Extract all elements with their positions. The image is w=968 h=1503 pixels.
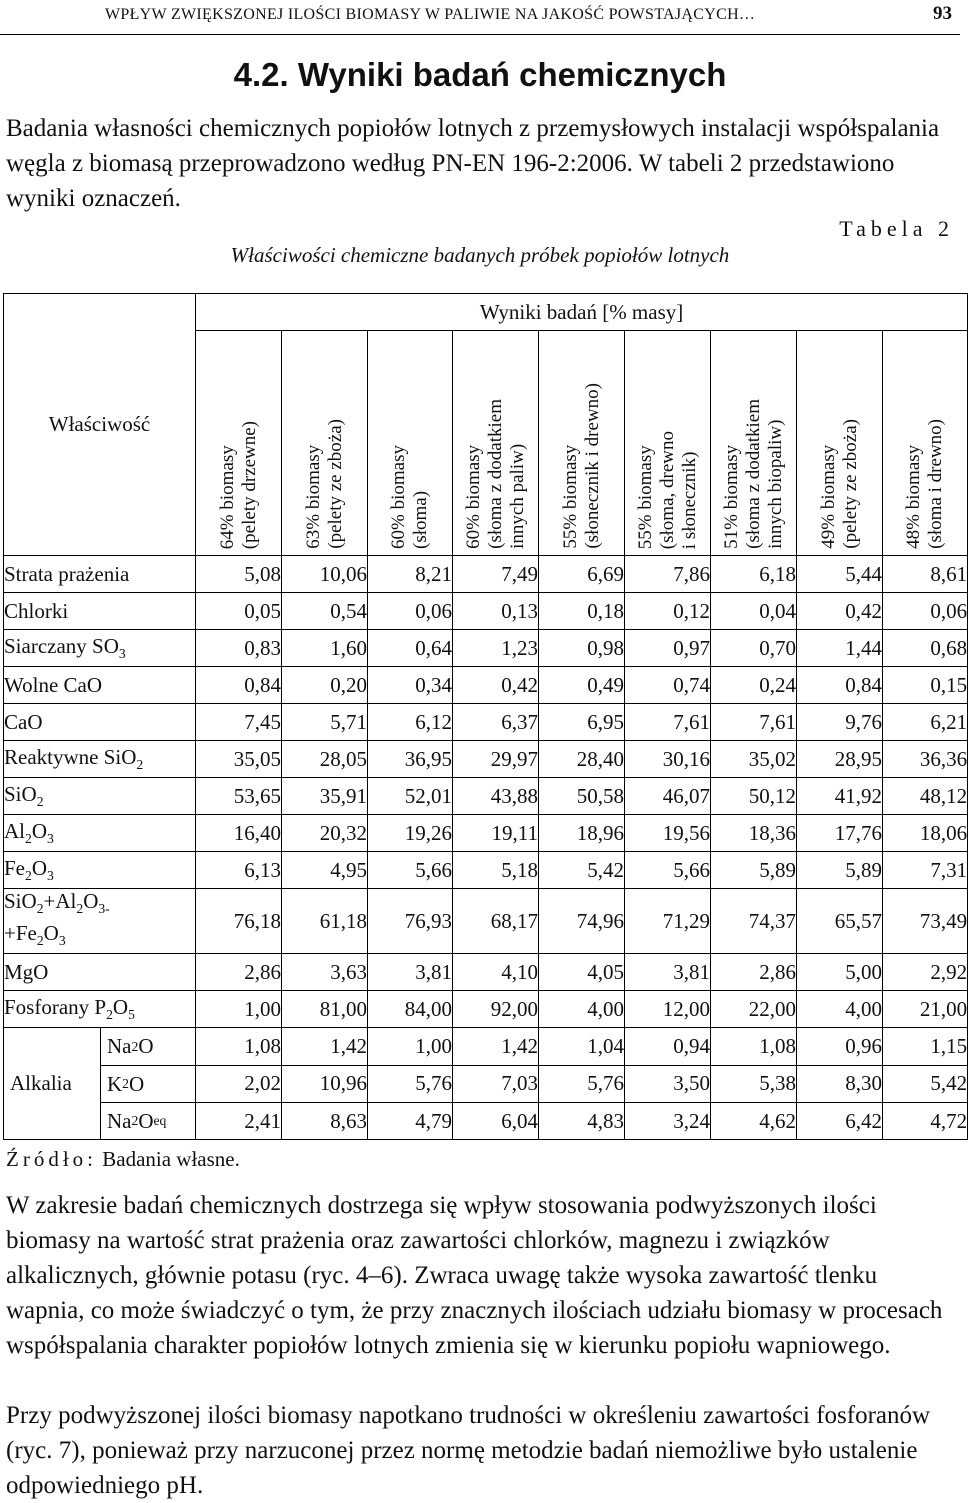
table-cell: 1,23 — [453, 630, 539, 667]
table-cell: 8,21 — [368, 556, 453, 593]
table-cell: 76,93 — [368, 889, 453, 954]
row-label — [4, 630, 196, 667]
column-header-line: (słonecznik i drewno) — [581, 383, 603, 549]
table-cell: 52,01 — [368, 778, 453, 815]
column-header-text — [217, 421, 261, 549]
table-cell: 20,32 — [282, 815, 368, 852]
table-cell: 74,96 — [539, 889, 625, 954]
subscript: 3 — [58, 933, 66, 949]
table-cell: 30,16 — [625, 741, 711, 778]
table-cell: 3,81 — [625, 954, 711, 991]
column-header-text — [721, 399, 787, 549]
label-part: CaO — [4, 709, 43, 734]
alkalia-compound — [100, 1065, 195, 1102]
table-cell: 3,50 — [625, 1065, 711, 1102]
table-row — [4, 1028, 968, 1066]
table-cell: 0,42 — [453, 667, 539, 704]
table-row — [4, 1065, 968, 1102]
row-label — [4, 593, 196, 630]
label-part: Chlorki — [4, 598, 69, 623]
table-cell: 1,42 — [453, 1028, 539, 1066]
column-header-line: 49% biomasy — [817, 445, 839, 549]
table-body — [4, 556, 968, 1140]
table-cell: 61,18 — [282, 889, 368, 954]
table-cell: 8,63 — [282, 1102, 368, 1140]
table-cell: 5,42 — [539, 852, 625, 889]
table-cell: 0,24 — [711, 667, 797, 704]
subscript: 2 — [36, 901, 44, 917]
table-cell: 3,63 — [282, 954, 368, 991]
table-cell: 41,92 — [797, 778, 883, 815]
table-cell: 5,38 — [711, 1065, 797, 1102]
table-cell: 0,42 — [797, 593, 883, 630]
table-cell: 1,08 — [196, 1028, 282, 1066]
table-cell: 0,05 — [196, 593, 282, 630]
column-header-text — [463, 399, 529, 549]
table-cell: 0,54 — [282, 593, 368, 630]
table-cell: 4,95 — [282, 852, 368, 889]
table-cell: 0,98 — [539, 630, 625, 667]
table-cell: 5,18 — [453, 852, 539, 889]
table-cell: 5,89 — [797, 852, 883, 889]
label-part: O — [138, 1034, 154, 1059]
results-group-header: Wyniki badań [% masy] — [196, 294, 968, 331]
table-cell: 0,18 — [539, 593, 625, 630]
label-part: O — [31, 818, 47, 843]
label-part: SiO — [4, 781, 37, 806]
alkalia-label-text: Alkalia — [10, 1071, 72, 1096]
table-cell: 7,61 — [625, 704, 711, 741]
table-cell: 0,74 — [625, 667, 711, 704]
table-cell: 35,02 — [711, 741, 797, 778]
table-cell: 0,04 — [711, 593, 797, 630]
table-cell: 3,81 — [368, 954, 453, 991]
label-part: O — [31, 855, 47, 880]
table-cell: 5,44 — [797, 556, 883, 593]
column-header-text — [635, 431, 701, 549]
table-cell: 36,95 — [368, 741, 453, 778]
paragraph-3: Przy podwyższonej ilości biomasy napotkano trudności w określeniu zawartości fosforanów (ryc. 7), ponieważ przy narzuconej przez normę metodzie badań niemożliwe było ustalenie odpowiedniego pH. — [6, 1402, 931, 1499]
page-number: 93 — [933, 3, 952, 24]
table-cell: 2,86 — [196, 954, 282, 991]
column-header-text — [903, 419, 947, 549]
subscript: 2 — [76, 901, 84, 917]
table-cell: 81,00 — [282, 991, 368, 1028]
table-cell: 28,05 — [282, 741, 368, 778]
column-header-5 — [539, 331, 625, 556]
label-part: Na — [107, 1034, 132, 1059]
subscript: 3 — [118, 646, 126, 662]
table-row — [4, 1102, 968, 1140]
row-label — [4, 1102, 196, 1140]
table-row — [4, 889, 968, 954]
table-cell: 7,86 — [625, 556, 711, 593]
table-cell: 28,40 — [539, 741, 625, 778]
table-cell: 6,12 — [368, 704, 453, 741]
label-part: Reaktywne SiO — [4, 744, 137, 769]
subscript: 2 — [122, 1076, 129, 1092]
table-cell: 65,57 — [797, 889, 883, 954]
table-cell: 1,44 — [797, 630, 883, 667]
table-row — [4, 991, 968, 1028]
subscript: 2 — [136, 757, 144, 773]
column-header-line: innych biopaliw) — [764, 419, 786, 549]
table-cell: 1,42 — [282, 1028, 368, 1066]
table-cell: 4,72 — [883, 1102, 968, 1140]
row-label — [4, 852, 196, 889]
table-cell: 92,00 — [453, 991, 539, 1028]
table-cell: 7,45 — [196, 704, 282, 741]
table-cell: 22,00 — [711, 991, 797, 1028]
alkalia-compound — [100, 1028, 195, 1065]
table-cell: 8,30 — [797, 1065, 883, 1102]
table-cell: 35,91 — [282, 778, 368, 815]
table-cell: 0,06 — [368, 593, 453, 630]
table-cell: 5,66 — [368, 852, 453, 889]
column-header-1 — [196, 331, 282, 556]
column-header-line: (słoma, drewno — [656, 430, 678, 549]
table-row — [4, 630, 968, 667]
table-cell: 1,00 — [196, 991, 282, 1028]
label-part: Siarczany SO — [4, 633, 119, 658]
table-cell: 19,26 — [368, 815, 453, 852]
table-row — [4, 778, 968, 815]
table-row — [4, 741, 968, 778]
running-head — [0, 0, 960, 35]
table-cell: 0,13 — [453, 593, 539, 630]
label-part: O — [138, 1108, 154, 1133]
label-part: Wolne CaO — [4, 672, 103, 697]
table-cell: 5,71 — [282, 704, 368, 741]
label-part: Strata prażenia — [4, 561, 130, 586]
subscript: 5 — [128, 1007, 135, 1023]
table-cell: 28,95 — [797, 741, 883, 778]
alkalia-label — [4, 1028, 100, 1065]
subscript: 3 — [47, 868, 54, 884]
alkalia-compound — [100, 1102, 195, 1139]
table-cell: 4,62 — [711, 1102, 797, 1140]
table-cell: 2,92 — [883, 954, 968, 991]
table-cell: 19,56 — [625, 815, 711, 852]
label-part: SiO — [4, 889, 37, 913]
table-cell: 6,04 — [453, 1102, 539, 1140]
column-header-line: 60% biomasy — [388, 445, 409, 549]
column-header-line: 55% biomasy — [634, 445, 656, 549]
table-cell: 7,49 — [453, 556, 539, 593]
table-cell: 3,24 — [625, 1102, 711, 1140]
table-cell: 50,12 — [711, 778, 797, 815]
table-cell: 0,12 — [625, 593, 711, 630]
label-part: O — [43, 921, 59, 946]
table-cell: 76,18 — [196, 889, 282, 954]
column-header-line: 51% biomasy — [720, 445, 742, 549]
table-cell: 0,49 — [539, 667, 625, 704]
table-cell: 43,88 — [453, 778, 539, 815]
column-header-line: (pelety drzewne) — [238, 420, 260, 549]
table-cell: 5,42 — [883, 1065, 968, 1102]
label-part: Fosforany P — [4, 995, 107, 1020]
column-header-2 — [282, 331, 368, 556]
label-part: Na — [107, 1108, 132, 1133]
table-cell: 5,66 — [625, 852, 711, 889]
table-cell: 10,06 — [282, 556, 368, 593]
table-cell: 1,00 — [368, 1028, 453, 1066]
table-cell: 0,84 — [196, 667, 282, 704]
alkalia-label — [4, 1065, 100, 1102]
table-cell: 84,00 — [368, 991, 453, 1028]
row-label — [4, 954, 196, 991]
table-cell: 5,76 — [539, 1065, 625, 1102]
table-cell: 7,31 — [883, 852, 968, 889]
table-cell: 8,61 — [883, 556, 968, 593]
column-header-4 — [453, 331, 539, 556]
subscript: 2 — [131, 1038, 139, 1054]
section-title: 4.2. Wyniki badań chemicznych — [233, 56, 727, 93]
table-cell: 18,96 — [539, 815, 625, 852]
table-cell: 4,10 — [453, 954, 539, 991]
column-header-line: (pelety ze zboża) — [839, 419, 861, 549]
label-part: O — [129, 1071, 145, 1096]
table-cell: 6,21 — [883, 704, 968, 741]
table-row — [4, 556, 968, 593]
paragraph-2: W zakresie badań chemicznych dostrzega się wpływ stosowania podwyższonych ilości biomasy na wartość strat prażenia oraz zawartości chlorków, magnezu i związków alkalicznych, głównie potasu (ryc. 4–6). Zwraca uwagę także wysoka zawartość tlenku wapnia, co może świadczyć o tym, że przy znacznych ilościach udziału biomasy w procesach współspalania charakter popiołów lotnych zmienia się w kierunku popiołu wapniowego. — [6, 1192, 943, 1359]
subscript: 2 — [131, 1113, 139, 1129]
table-row — [4, 815, 968, 852]
table-cell: 1,08 — [711, 1028, 797, 1066]
column-header-line: (słoma z dodatkiem — [742, 399, 764, 549]
column-header-line: 64% biomasy — [216, 445, 238, 549]
table-row — [4, 852, 968, 889]
table-cell: 48,12 — [883, 778, 968, 815]
row-label — [4, 991, 196, 1028]
column-header-text — [560, 383, 604, 549]
table-cell: 7,61 — [711, 704, 797, 741]
row-label — [4, 889, 196, 954]
table-caption: Właściwości chemiczne badanych próbek popiołów lotnych — [230, 243, 730, 267]
table-cell: 68,17 — [453, 889, 539, 954]
table-cell: 6,37 — [453, 704, 539, 741]
table-cell: 21,00 — [883, 991, 968, 1028]
column-header-line: (słoma i drewno) — [925, 419, 947, 549]
table-cell: 6,18 — [711, 556, 797, 593]
table-cell: 4,00 — [797, 991, 883, 1028]
row-label-line — [4, 921, 195, 953]
column-header-line: (słoma z dodatkiem — [484, 399, 506, 549]
table-cell: 71,29 — [625, 889, 711, 954]
row-label — [4, 556, 196, 593]
row-label — [4, 1065, 196, 1102]
table-cell: 0,94 — [625, 1028, 711, 1066]
column-header-line: (pelety ze zboża) — [324, 419, 346, 549]
table-cell: 53,65 — [196, 778, 282, 815]
column-header-line: i słonecznik) — [678, 451, 700, 549]
row-label — [4, 778, 196, 815]
source-label: Źródło: — [6, 1147, 97, 1171]
source-text: Badania własne. — [102, 1147, 240, 1171]
subscript: 2 — [36, 933, 44, 949]
alkalia-label — [4, 1102, 100, 1139]
subscript: 2 — [25, 868, 32, 884]
column-header-line: 63% biomasy — [302, 445, 324, 549]
table-cell: 2,41 — [196, 1102, 282, 1140]
table-cell: 0,20 — [282, 667, 368, 704]
table-cell: 5,00 — [797, 954, 883, 991]
column-header-line: 55% biomasy — [559, 445, 581, 549]
table-cell: 0,70 — [711, 630, 797, 667]
table-cell: 0,96 — [797, 1028, 883, 1066]
table-cell: 0,06 — [883, 593, 968, 630]
table-label: Tabela 2 — [839, 216, 954, 241]
table-cell: 4,05 — [539, 954, 625, 991]
column-header-line: 48% biomasy — [903, 445, 925, 549]
row-label — [4, 815, 196, 852]
table-cell: 35,05 — [196, 741, 282, 778]
label-part: Al — [4, 818, 25, 843]
table-row — [4, 704, 968, 741]
table-row — [4, 954, 968, 991]
label-part: O — [112, 995, 129, 1020]
table-cell: 2,86 — [711, 954, 797, 991]
row-label — [4, 704, 196, 741]
column-header-text — [388, 445, 432, 549]
table-cell: 17,76 — [797, 815, 883, 852]
intro-paragraph: Badania własności chemicznych popiołów lotnych z przemysłowych instalacji współspalania węgla z biomasą przeprowadzono według PN-EN 196-2:2006. W tabeli 2 przedstawiono wyniki oznaczeń. — [6, 115, 940, 212]
table-cell: 9,76 — [797, 704, 883, 741]
table-cell: 6,13 — [196, 852, 282, 889]
table-cell: 46,07 — [625, 778, 711, 815]
column-header-line: innych paliw) — [506, 443, 528, 549]
column-header-3 — [368, 331, 453, 556]
column-header-8 — [797, 331, 883, 556]
table-row — [4, 593, 968, 630]
subscript: 2 — [25, 831, 32, 847]
table-cell: 4,79 — [368, 1102, 453, 1140]
table-cell: 6,95 — [539, 704, 625, 741]
table-cell: 2,02 — [196, 1065, 282, 1102]
table-cell: 0,64 — [368, 630, 453, 667]
row-label-line — [4, 889, 195, 921]
table-cell: 18,36 — [711, 815, 797, 852]
row-label — [4, 667, 196, 704]
table-cell: 6,42 — [797, 1102, 883, 1140]
row-label — [4, 1028, 196, 1066]
label-part: Fe — [4, 855, 25, 880]
table-cell: 5,89 — [711, 852, 797, 889]
table-row — [4, 667, 968, 704]
subscript: 2 — [36, 794, 44, 810]
table-cell: 16,40 — [196, 815, 282, 852]
column-header-6 — [625, 331, 711, 556]
table-cell: 29,97 — [453, 741, 539, 778]
label-part: +Al — [43, 889, 77, 913]
results-table — [3, 293, 968, 1140]
table-cell: 5,08 — [196, 556, 282, 593]
table-cell: 4,00 — [539, 991, 625, 1028]
table-cell: 18,06 — [883, 815, 968, 852]
subscript: eq — [153, 1113, 167, 1129]
table-cell: 7,03 — [453, 1065, 539, 1102]
column-header-line: (słoma) — [410, 490, 431, 549]
table-cell: 1,60 — [282, 630, 368, 667]
label-part: K — [107, 1071, 123, 1096]
column-header-9 — [883, 331, 968, 556]
running-title: WPŁYW ZWIĘKSZONEJ ILOŚCI BIOMASY W PALIWIE NA JAKOŚĆ POWSTAJĄCYCH… — [105, 6, 756, 23]
subscript: 2 — [106, 1007, 113, 1023]
table-cell: 4,83 — [539, 1102, 625, 1140]
table-cell: 12,00 — [625, 991, 711, 1028]
table-cell: 50,58 — [539, 778, 625, 815]
table-cell: 5,76 — [368, 1065, 453, 1102]
label-part: O — [83, 889, 99, 913]
table-cell: 10,96 — [282, 1065, 368, 1102]
table-cell: 0,97 — [625, 630, 711, 667]
table-cell: 19,11 — [453, 815, 539, 852]
table-cell: 0,68 — [883, 630, 968, 667]
column-header-text — [303, 419, 347, 549]
table-cell: 74,37 — [711, 889, 797, 954]
column-header-text — [818, 419, 862, 549]
label-part: MgO — [4, 959, 49, 984]
property-header: Właściwość — [4, 294, 196, 556]
table-cell: 0,34 — [368, 667, 453, 704]
table-cell: 6,69 — [539, 556, 625, 593]
table-cell: 1,15 — [883, 1028, 968, 1066]
column-header-7 — [711, 331, 797, 556]
table-cell: 36,36 — [883, 741, 968, 778]
row-label — [4, 741, 196, 778]
table-source — [6, 1147, 240, 1172]
subscript: 3 — [47, 831, 54, 847]
label-part: +Fe — [4, 921, 37, 946]
table-cell: 0,83 — [196, 630, 282, 667]
column-header-line: 60% biomasy — [462, 445, 484, 549]
subscript: 3- — [98, 901, 110, 917]
table-cell: 0,15 — [883, 667, 968, 704]
table-cell: 1,04 — [539, 1028, 625, 1066]
table-cell: 0,84 — [797, 667, 883, 704]
table-cell: 73,49 — [883, 889, 968, 954]
